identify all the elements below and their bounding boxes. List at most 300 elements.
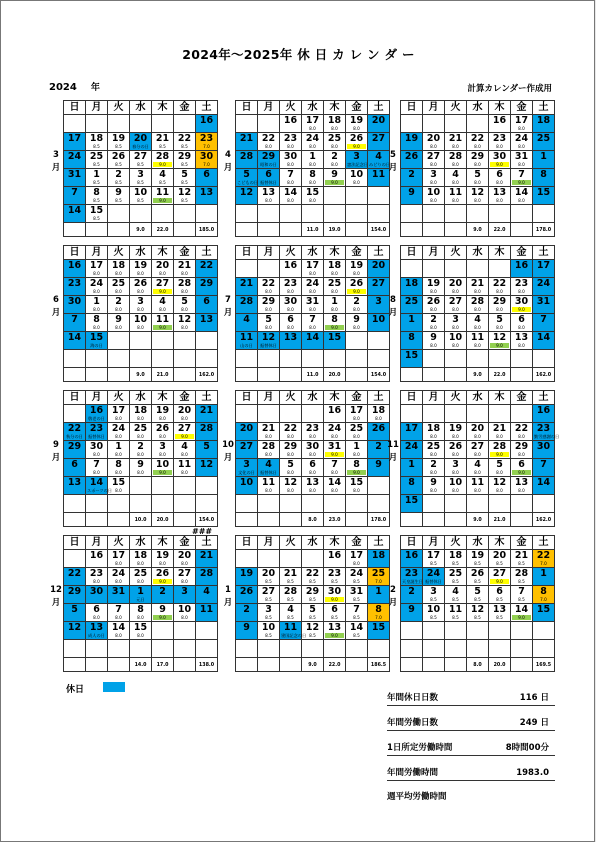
totals-cell (346, 223, 368, 237)
day-hours: 8.0 (287, 434, 294, 439)
day-hours: 8.0 (496, 470, 503, 475)
day-number: 7 (115, 604, 122, 615)
day-cell (324, 550, 346, 568)
day-cell (86, 640, 108, 658)
day-cell (86, 550, 108, 568)
day-hours: 8.0 (375, 416, 382, 421)
day-cell (302, 423, 324, 441)
day-cell (302, 296, 324, 314)
day-cell (86, 405, 108, 423)
day-number: 7 (71, 187, 78, 198)
day-cell (280, 495, 302, 513)
day-cell (489, 441, 511, 459)
totals-cell (489, 513, 511, 527)
month-grid (63, 535, 218, 672)
day-cell (174, 205, 196, 223)
day-cell (346, 604, 368, 622)
day-number: 23 (514, 278, 529, 289)
day-cell (489, 332, 511, 350)
month-total: 21.0 (156, 373, 169, 378)
weekday-header: 木 (489, 101, 511, 115)
day-number: 20 (470, 423, 485, 434)
day-cell (489, 350, 511, 368)
day-number: 20 (261, 568, 276, 579)
day-cell (489, 115, 511, 133)
day-hours: 振替休日 (260, 180, 277, 185)
day-cell (533, 441, 555, 459)
summary-label: 年間労働時間 (387, 768, 439, 778)
day-cell (130, 169, 152, 187)
month-total: 20.0 (156, 518, 169, 523)
day-hours: こどもの日 (237, 180, 258, 185)
day-cell (236, 278, 258, 296)
day-number: 14 (111, 622, 126, 633)
day-cell (108, 278, 130, 296)
day-hours: 8.0 (137, 470, 144, 475)
day-number: 25 (404, 296, 419, 307)
month-grid (235, 245, 390, 382)
day-number: 9 (430, 332, 437, 343)
day-cell (423, 332, 445, 350)
day-hours: 8.0 (452, 434, 459, 439)
day-cell (467, 423, 489, 441)
day-hours: 8.0 (452, 325, 459, 330)
day-cell (423, 459, 445, 477)
day-hours: 8.0 (430, 470, 437, 475)
day-number: 10 (239, 477, 254, 488)
day-cell (489, 151, 511, 169)
day-number: 17 (305, 115, 320, 126)
day-hours: 8.0 (309, 488, 316, 493)
day-hours: 8.0 (287, 144, 294, 149)
day-number: 3 (181, 586, 188, 597)
day-cell (467, 314, 489, 332)
month-label (221, 100, 235, 224)
day-cell (130, 586, 152, 604)
day-cell (108, 586, 130, 604)
day-cell (236, 550, 258, 568)
day-cell (236, 604, 258, 622)
day-cell (280, 640, 302, 658)
day-cell (302, 115, 324, 133)
month-grid (63, 390, 218, 536)
day-cell (130, 151, 152, 169)
day-hours: 8.0 (430, 488, 437, 493)
month-label (221, 245, 235, 369)
month-block (221, 100, 390, 233)
day-cell (236, 640, 258, 658)
day-hours: 8.0 (452, 307, 459, 312)
month-total: 185.0 (198, 228, 215, 233)
day-hours: 7.0 (375, 579, 382, 584)
day-cell (236, 151, 258, 169)
month-total: 9.0 (308, 663, 317, 668)
month-total: 9.0 (473, 373, 482, 378)
day-cell (489, 477, 511, 495)
day-hours: 8.5 (353, 579, 360, 584)
month-label-part: 1 (225, 585, 231, 595)
day-cell (533, 151, 555, 169)
day-hours: 8.5 (518, 597, 525, 602)
day-cell (280, 260, 302, 278)
day-cell (174, 187, 196, 205)
day-cell (196, 604, 218, 622)
day-number: 28 (470, 296, 485, 307)
day-cell (258, 133, 280, 151)
day-number: 19 (111, 133, 126, 144)
day-hours: 8.5 (452, 615, 459, 620)
day-cell (280, 622, 307, 640)
day-hours: 8.0 (518, 434, 525, 439)
day-number: 18 (327, 115, 342, 126)
month-total: 154.0 (198, 518, 215, 523)
day-cell (346, 586, 368, 604)
day-number: 9 (115, 314, 122, 325)
day-cell (152, 260, 174, 278)
day-cell (445, 278, 467, 296)
day-number: 16 (327, 405, 342, 416)
day-cell (196, 622, 218, 640)
day-cell (258, 187, 280, 205)
day-hours: 8.0 (452, 488, 459, 493)
day-hours: 8.0 (353, 325, 360, 330)
day-cell (152, 604, 174, 622)
month-grid (400, 100, 555, 237)
day-number: 18 (404, 278, 419, 289)
month-total: 162.0 (198, 373, 215, 378)
day-number: 11 (448, 604, 463, 615)
day-cell (280, 314, 302, 332)
day-hours: 8.5 (430, 597, 437, 602)
day-hours: 8.0 (287, 470, 294, 475)
day-number: 2 (430, 314, 437, 325)
totals-cell (324, 368, 346, 382)
day-cell (533, 550, 555, 568)
day-number: 1 (540, 568, 547, 579)
day-number: 3 (430, 169, 437, 180)
totals-cell (489, 368, 511, 382)
day-cell (467, 441, 489, 459)
day-cell (346, 260, 368, 278)
day-hours: 8.0 (452, 343, 459, 348)
summary-row (387, 790, 555, 804)
day-number: 12 (470, 187, 485, 198)
weekday-header: 金 (346, 101, 368, 115)
day-cell (346, 187, 368, 205)
day-cell (401, 640, 423, 658)
day-number: 28 (155, 151, 170, 162)
month-label-part: 月 (51, 163, 61, 173)
day-cell (152, 568, 174, 586)
day-cell (64, 477, 86, 495)
day-cell (445, 115, 467, 133)
day-cell (346, 296, 368, 314)
day-cell (533, 423, 560, 441)
day-cell (511, 314, 533, 332)
day-number: 20 (448, 278, 463, 289)
day-number: 25 (327, 278, 342, 289)
totals-cell (130, 658, 152, 672)
day-cell (236, 133, 258, 151)
day-cell (64, 350, 86, 368)
totals-cell (346, 513, 368, 527)
day-hours: 8.0 (159, 416, 166, 421)
day-hours: 8.0 (309, 307, 316, 312)
summary-value: 116 日 (519, 693, 549, 703)
day-cell (324, 423, 346, 441)
day-number: 19 (404, 133, 419, 144)
day-cell (86, 495, 108, 513)
day-hours: 8.0 (265, 144, 272, 149)
day-cell (130, 350, 152, 368)
year-value: 2024 (49, 82, 77, 93)
day-cell (467, 640, 489, 658)
day-number: 15 (404, 350, 419, 361)
day-hours: 8.0 (496, 289, 503, 294)
day-number: 2 (430, 459, 437, 470)
day-number: 18 (536, 115, 551, 126)
day-cell (236, 622, 258, 640)
day-number: 12 (177, 187, 192, 198)
day-hours: 8.0 (430, 307, 437, 312)
day-number: 5 (287, 459, 294, 470)
day-number: 3 (243, 459, 250, 470)
day-hours: 敬老の日 (88, 416, 105, 421)
weekday-header: 木 (324, 391, 346, 405)
day-cell (258, 115, 280, 133)
day-cell (445, 477, 467, 495)
day-hours: 8.0 (115, 307, 122, 312)
month-block (221, 245, 389, 378)
day-cell (324, 459, 346, 477)
day-cell (152, 314, 174, 332)
day-cell (423, 169, 445, 187)
day-cell (445, 568, 467, 586)
day-hours: 8.0 (181, 615, 188, 620)
day-number: 2 (331, 151, 338, 162)
day-cell (174, 459, 196, 477)
day-cell (86, 441, 108, 459)
month-total: 20.0 (493, 663, 506, 668)
day-hours: 8.5 (309, 597, 316, 602)
day-cell (302, 278, 324, 296)
summary-label: 1日所定労働時間 (387, 743, 453, 753)
day-cell (467, 205, 489, 223)
totals-cell (445, 513, 467, 527)
day-cell (401, 278, 423, 296)
day-cell (64, 151, 86, 169)
day-cell (130, 260, 152, 278)
day-number: 5 (181, 296, 188, 307)
day-cell (401, 568, 423, 586)
day-hours: 9.0 (153, 579, 172, 584)
day-number: 18 (133, 405, 148, 416)
day-hours: 8.0 (430, 325, 437, 330)
day-number: 6 (71, 459, 78, 470)
day-cell (280, 604, 302, 622)
day-number: 3 (430, 586, 437, 597)
day-cell (174, 278, 196, 296)
day-cell (445, 169, 467, 187)
day-hours: 8.5 (518, 579, 525, 584)
day-cell (152, 495, 174, 513)
day-cell (445, 260, 467, 278)
day-number: 26 (448, 441, 463, 452)
weekday-header: 火 (108, 101, 130, 115)
day-hours: 8.0 (309, 434, 316, 439)
day-cell (152, 423, 174, 441)
day-hours: 8.0 (518, 198, 525, 203)
day-cell (401, 187, 423, 205)
day-hours: 8.5 (452, 597, 459, 602)
day-cell (280, 169, 302, 187)
day-cell (152, 133, 174, 151)
day-cell (258, 586, 280, 604)
totals-cell (324, 513, 346, 527)
day-cell (108, 187, 130, 205)
day-cell (302, 350, 324, 368)
day-number: 23 (536, 423, 551, 434)
day-number: 22 (261, 133, 276, 144)
day-hours: 8.0 (474, 343, 481, 348)
day-cell (324, 115, 346, 133)
day-hours: 8.0 (93, 615, 100, 620)
day-number: 26 (133, 278, 148, 289)
day-number: 19 (470, 550, 485, 561)
day-hours: 8.0 (430, 289, 437, 294)
day-number: 6 (518, 314, 525, 325)
day-number: 8 (115, 459, 122, 470)
day-cell (401, 151, 423, 169)
day-cell (108, 640, 130, 658)
day-number: 21 (261, 423, 276, 434)
month-total: 19.0 (328, 228, 341, 233)
day-number: 28 (199, 568, 214, 579)
day-cell (236, 459, 258, 477)
day-cell (196, 586, 218, 604)
legend-label: 休日 (66, 685, 85, 695)
day-cell (152, 640, 174, 658)
day-cell (533, 115, 555, 133)
day-cell (467, 133, 489, 151)
day-hours: 8.0 (331, 307, 338, 312)
day-cell (324, 151, 346, 169)
day-number: 21 (239, 133, 254, 144)
totals-cell (108, 368, 130, 382)
day-hours: 8.0 (518, 126, 525, 131)
day-cell (467, 278, 489, 296)
day-cell (64, 205, 86, 223)
day-number: 4 (474, 459, 481, 470)
day-cell (346, 640, 368, 658)
day-cell (280, 278, 302, 296)
day-cell (86, 622, 108, 640)
day-cell (401, 205, 423, 223)
day-number: 6 (203, 296, 210, 307)
day-hours: 8.0 (265, 488, 272, 493)
day-cell (533, 260, 555, 278)
month-label (386, 535, 400, 659)
day-number: 11 (261, 477, 276, 488)
day-number: 8 (408, 477, 415, 488)
day-cell (346, 423, 368, 441)
day-cell (511, 586, 533, 604)
weekday-header: 火 (280, 246, 302, 260)
day-cell (489, 459, 511, 477)
day-number: 9 (375, 459, 382, 470)
day-hours: 8.0 (137, 579, 144, 584)
day-cell (346, 568, 368, 586)
weekday-header: 土 (196, 391, 218, 405)
day-cell (302, 187, 324, 205)
day-number: 22 (67, 568, 82, 579)
day-hours: 8.0 (518, 289, 525, 294)
day-cell (346, 151, 368, 169)
day-number: 16 (89, 405, 104, 416)
day-cell (236, 169, 258, 187)
day-hours: 8.5 (159, 180, 166, 185)
day-cell (196, 568, 218, 586)
month-total: 20.0 (328, 373, 341, 378)
day-cell (236, 568, 258, 586)
day-number: 31 (536, 296, 551, 307)
month-grid (400, 535, 555, 672)
weekday-header: 木 (324, 536, 346, 550)
day-cell (152, 459, 174, 477)
day-hours: 9.0 (153, 615, 172, 620)
day-hours: 8.0 (452, 180, 459, 185)
day-hours: 8.0 (353, 180, 360, 185)
totals-cell (533, 223, 555, 237)
day-number: 24 (327, 423, 342, 434)
day-number: 31 (327, 441, 342, 452)
day-cell (130, 115, 152, 133)
totals-cell (152, 223, 174, 237)
day-number: 25 (89, 151, 104, 162)
day-hours: 8.5 (181, 144, 188, 149)
day-cell (86, 586, 108, 604)
day-cell (64, 296, 86, 314)
day-number: 12 (492, 332, 507, 343)
day-number: 2 (408, 586, 415, 597)
day-number: 13 (514, 332, 529, 343)
day-hours: 9.0 (153, 198, 172, 203)
day-number: 29 (67, 441, 82, 452)
day-cell (196, 495, 218, 513)
day-cell (280, 187, 302, 205)
day-hours: 8.5 (430, 561, 437, 566)
weekday-header: 月 (423, 101, 445, 115)
day-number: 9 (408, 187, 415, 198)
day-number: 8 (408, 332, 415, 343)
totals-cell (467, 513, 489, 527)
day-number: 21 (492, 423, 507, 434)
day-number: 18 (111, 260, 126, 271)
day-cell (280, 405, 302, 423)
day-number: 27 (177, 568, 192, 579)
day-cell (302, 640, 324, 658)
weekday-header: 木 (152, 391, 174, 405)
day-number: 28 (261, 441, 276, 452)
day-cell (467, 296, 489, 314)
day-hours: 8.0 (265, 452, 272, 457)
day-cell (533, 477, 555, 495)
day-number: 10 (371, 314, 386, 325)
month-block (49, 390, 217, 536)
day-cell (533, 586, 555, 604)
day-cell (258, 260, 280, 278)
day-number: 5 (496, 459, 503, 470)
